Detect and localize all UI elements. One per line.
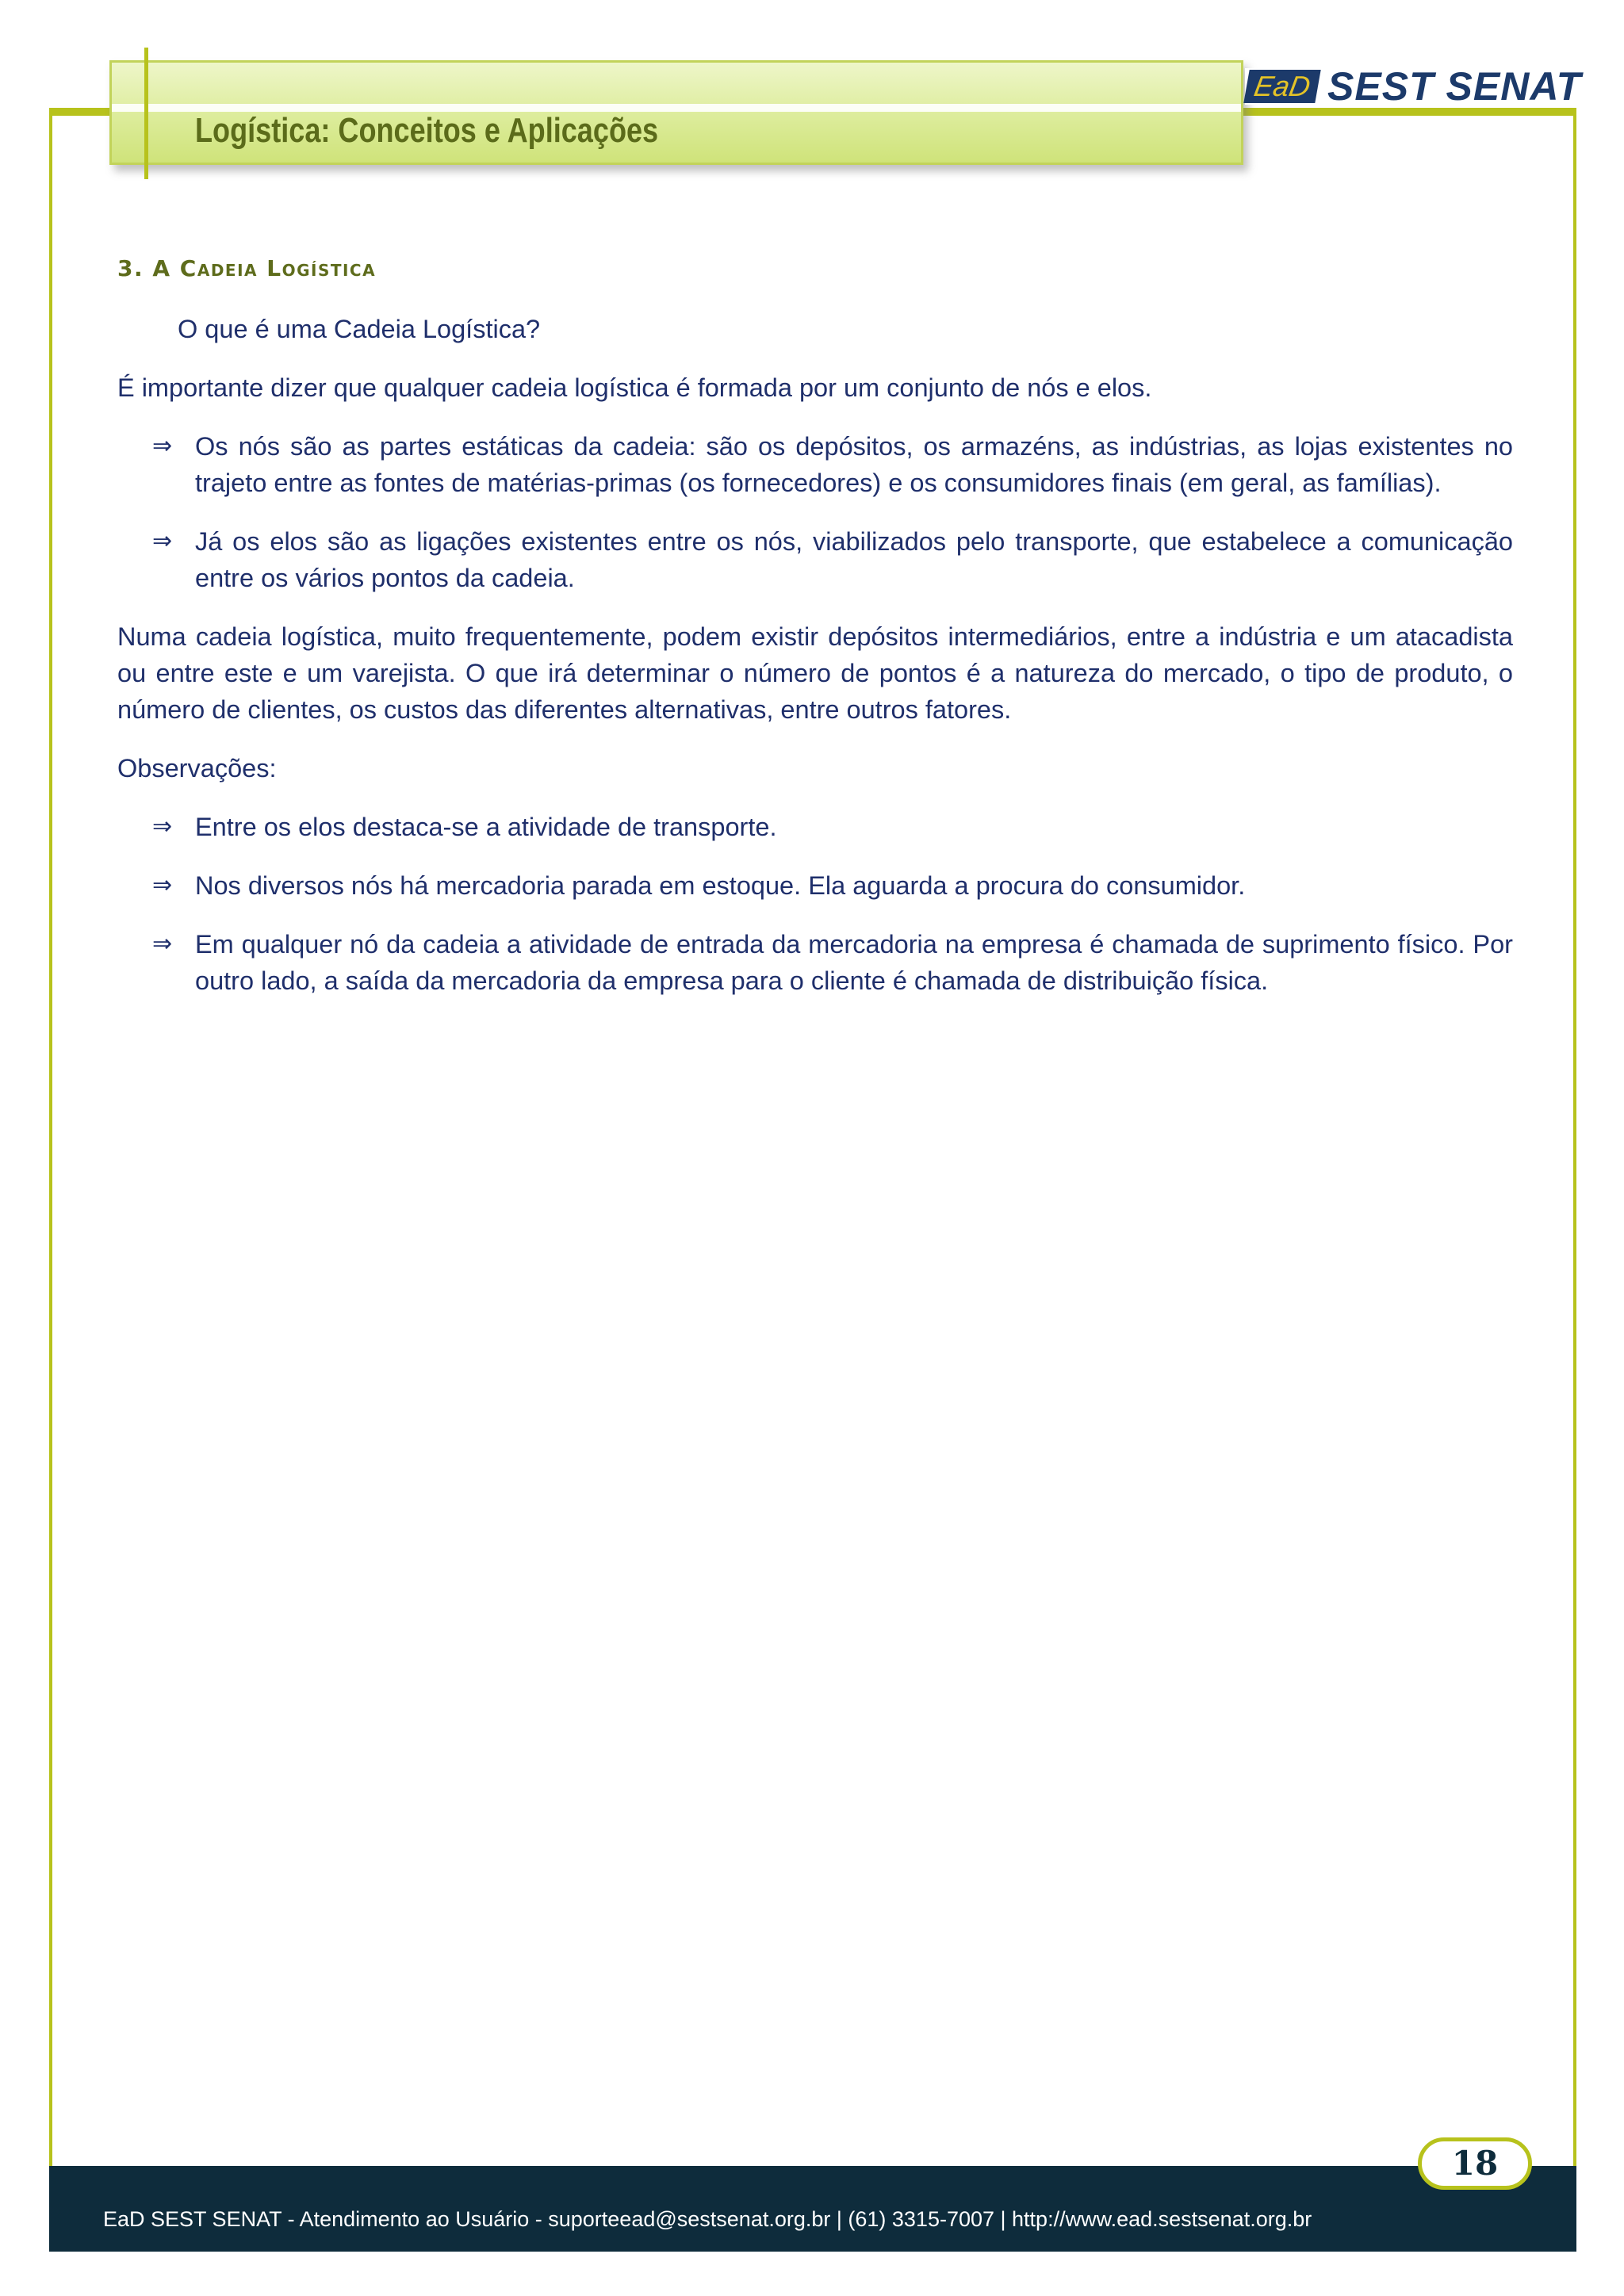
page-number: 18	[1418, 2137, 1532, 2190]
arrow-icon: ⇒	[152, 930, 173, 958]
section-title: 3. A Cadeia Logística	[117, 255, 377, 281]
arrow-icon: ⇒	[152, 527, 173, 555]
logo-name: SEST SENAT	[1327, 64, 1582, 109]
page-title: Logística: Conceitos e Aplicações	[195, 111, 659, 150]
sest-senat-logo	[1245, 64, 1589, 109]
logo-ead-badge: EaD	[1243, 70, 1320, 103]
section-question: O que é uma Cadeia Logística?	[178, 315, 541, 343]
body-paragraph: Numa cadeia logística, muito frequentemente, podem existir depósitos intermediários, entre a indústria e um atacadista ou entre este e um varejista. O que irá determinar o número de pontos é a natureza do mercado, o tipo de produto, o número de clientes, os custos das diferentes alternativas, entre outros fatores.	[117, 622, 1513, 724]
intro-paragraph: É importante dizer que qualquer cadeia logística é formada por um conjunto de nós e elos.	[117, 373, 1152, 402]
arrow-icon: ⇒	[152, 813, 173, 840]
observation-item	[117, 926, 1513, 999]
banner-tick	[144, 48, 148, 179]
observation-text: Em qualquer nó da cadeia a atividade de entrada da mercadoria na empresa é chamada de suprimento físico. Por outro lado, a saída da mercadoria da empresa para o cliente é chamada de distribuição física.	[195, 930, 1513, 995]
arrow-icon: ⇒	[152, 432, 173, 460]
observation-item	[117, 809, 1513, 845]
observation-text: Nos diversos nós há mercadoria parada em estoque. Ela aguarda a procura do consumidor.	[195, 871, 1246, 900]
observation-item	[117, 867, 1513, 904]
list-item	[117, 428, 1513, 501]
list-item-text: Já os elos são as ligações existentes entre os nós, viabilizados pelo transporte, que estabelece a comunicação entre os vários pontos da cadeia.	[195, 527, 1513, 592]
arrow-icon: ⇒	[152, 871, 173, 899]
list-item-text: Os nós são as partes estáticas da cadeia: são os depósitos, os armazéns, as indústrias, as lojas existentes no trajeto entre as fontes de matérias-primas (os fornecedores) e os consumidores finais (em geral, as famílias).	[195, 432, 1513, 497]
footer-contact: EaD SEST SENAT - Atendimento ao Usuário - suporteead@sestsenat.org.br | (61) 3315-7007 | http://www.ead.sestsenat.org.br	[103, 2207, 1312, 2231]
observation-text: Entre os elos destaca-se a atividade de transporte.	[195, 813, 777, 841]
footer-bar	[49, 2166, 1576, 2252]
list-item	[117, 523, 1513, 596]
observations-label: Observações:	[117, 754, 277, 783]
main-content	[117, 238, 1513, 1021]
